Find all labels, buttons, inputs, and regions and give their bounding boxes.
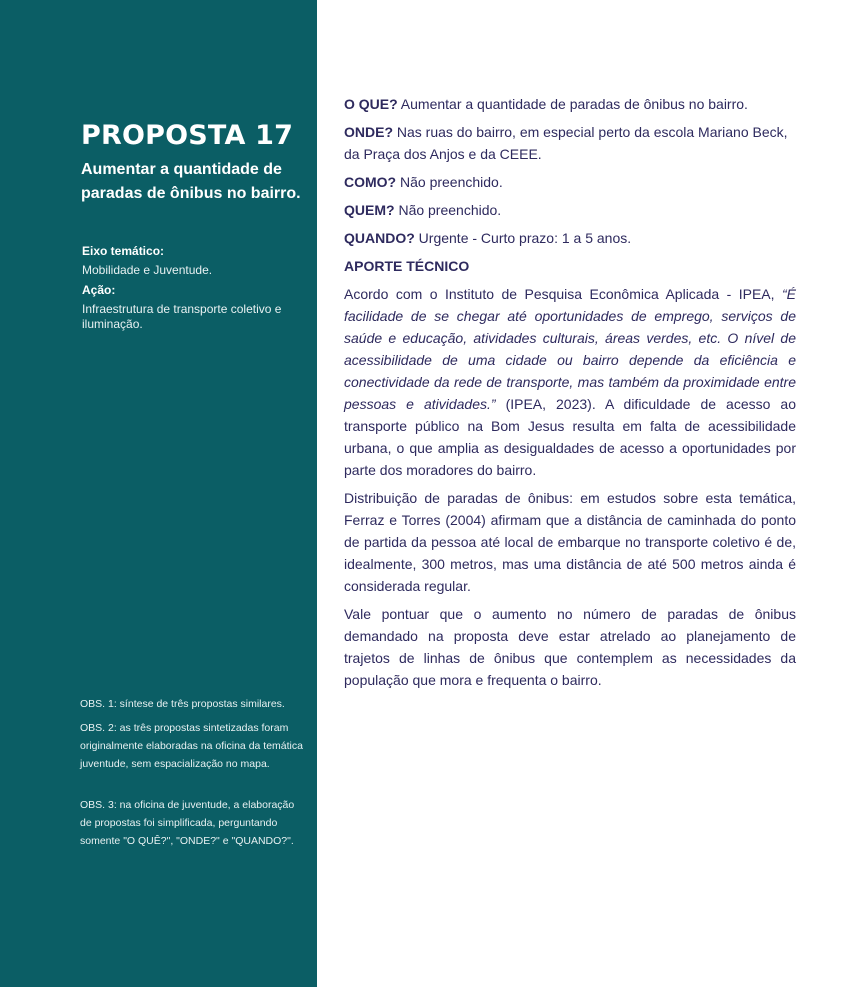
como-label: COMO? [344, 174, 397, 190]
quando-label: QUANDO? [344, 230, 415, 246]
quando-row [344, 227, 796, 249]
obs-1: OBS. 1: síntese de três propostas similares. [80, 698, 285, 710]
que-row [344, 93, 796, 115]
onde-label: ONDE? [344, 124, 393, 140]
como-value: Não preenchido. [400, 174, 503, 190]
quando-value: Urgente - Curto prazo: 1 a 5 anos. [418, 230, 632, 246]
quem-value: Não preenchido. [398, 202, 502, 218]
que-value: Aumentar a quantidade de paradas de ônibus no bairro. [400, 96, 748, 112]
aporte-heading: APORTE TÉCNICO [344, 258, 470, 274]
proposal-title: PROPOSTA 17 [81, 120, 294, 151]
proposal-subtitle: Aumentar a quantidade de paradas de ônibus no bairro. [81, 161, 301, 202]
aporte-paragraph-2: Distribuição de paradas de ônibus: em estudos sobre esta temática, Ferraz e Torres (2004) afirmam que a distância de caminhada do ponto de partida da pessoa até local de embarque no transporte coletivo é de, idealmente, 300 metros, mas uma distância de até 500 metros ainda é considerada regular. [344, 490, 796, 594]
aporte-paragraph-1 [344, 283, 796, 481]
quem-row [344, 199, 796, 221]
eixo-value: Mobilidade e Juventude. [82, 263, 213, 277]
aporte-rest: (IPEA, 2023). A dificuldade de acesso ao transporte público na Bom Jesus resulta em falta de acessibilidade urbana, o que amplia as desigualdades de acesso a oportunidades por parte dos moradores do bairro. [344, 396, 796, 478]
que-label: O QUE? [344, 96, 398, 112]
ipea-quote: “É facilidade de se chegar até oportunidades de emprego, serviços de saúde e educação, atividades culturais, áreas verdes, etc. O nível de acessibilidade de uma cidade ou bairro depende da eficiência e conectividade da rede de transporte, mas também da proximidade entre pessoas e atividades.” [344, 286, 797, 412]
obs-2: OBS. 2: as três propostas sintetizadas foram originalmente elaboradas na oficina da temática juventude, sem espacialização no mapa. [80, 722, 303, 770]
aporte-intro: Acordo com o Instituto de Pesquisa Econômica Aplicada - IPEA, [344, 286, 775, 302]
como-row [344, 171, 796, 193]
onde-value: Nas ruas do bairro, em especial perto da escola Mariano Beck, da Praça dos Anjos e da CEEE. [344, 124, 788, 162]
acao-label: Ação: [82, 283, 116, 297]
sidebar [0, 0, 317, 987]
quem-label: QUEM? [344, 202, 395, 218]
acao-value: Infraestrutura de transporte coletivo e iluminação. [82, 302, 282, 331]
proposal-content [344, 93, 796, 697]
eixo-label: Eixo temático: [82, 244, 165, 258]
aporte-paragraph-3: Vale pontuar que o aumento no número de paradas de ônibus demandado na proposta deve estar atrelado ao planejamento de trajetos de linhas de ônibus que contemplem as necessidades da população que mora e frequenta o bairro. [344, 606, 796, 688]
obs-3: OBS. 3: na oficina de juventude, a elaboração de propostas foi simplificada, perguntando somente "O QUÊ?", "ONDE?" e "QUANDO?". [80, 799, 295, 847]
onde-row [344, 121, 796, 165]
